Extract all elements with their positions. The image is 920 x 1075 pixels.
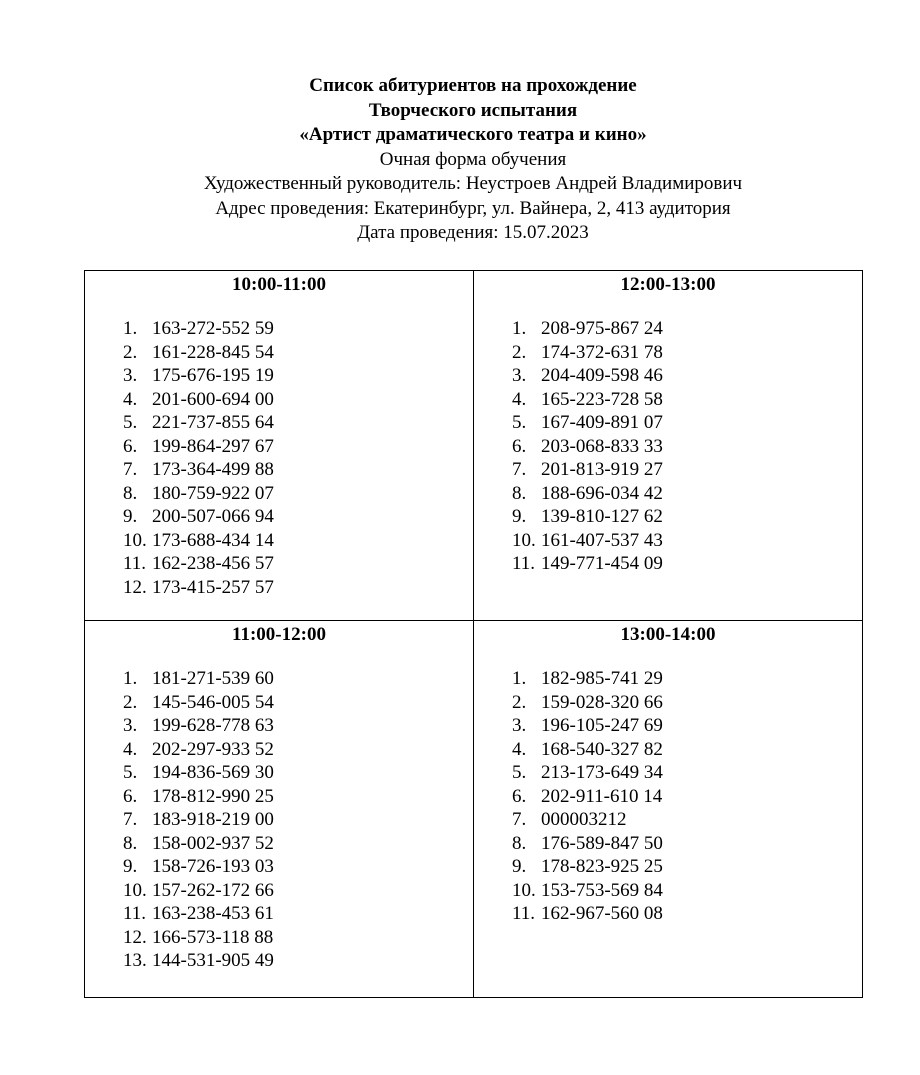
slot-time: 12:00-13:00 [620, 274, 716, 295]
applicant-id: 201-813-919 27 [541, 459, 663, 480]
applicant-id: 165-223-728 58 [541, 388, 663, 410]
applicant-list [123, 667, 274, 973]
item-number: 2. [123, 691, 138, 713]
list-item [512, 761, 663, 785]
item-number: 11. [123, 903, 147, 924]
list-item [123, 738, 274, 762]
applicant-id: 157-262-172 66 [152, 879, 274, 901]
list-item [123, 552, 274, 576]
art-director: Художественный руководитель: Неустроев Андрей Владимирович [203, 173, 743, 194]
item-number: 13. [123, 950, 147, 971]
applicant-id: 163-238-453 61 [152, 903, 274, 924]
item-number: 10. [123, 529, 147, 551]
slot-time: 13:00-14:00 [620, 624, 716, 645]
item-number: 2. [512, 691, 527, 713]
list-item [123, 785, 274, 809]
applicant-id: 203-068-833 33 [541, 435, 663, 457]
applicant-id: 178-823-925 25 [541, 856, 663, 877]
list-item [512, 667, 663, 691]
list-item [123, 505, 274, 529]
exam-date: Дата проведения: 15.07.2023 [357, 222, 589, 243]
applicant-id: 000003212 [541, 809, 627, 830]
applicant-id: 167-409-891 07 [541, 412, 663, 433]
item-number: 2. [123, 341, 138, 363]
study-form: Очная форма обучения [379, 148, 567, 170]
item-number: 5. [512, 762, 527, 783]
list-item [123, 576, 274, 600]
applicant-id: 145-546-005 54 [152, 691, 274, 713]
item-number: 7. [123, 809, 138, 830]
item-number: 5. [512, 412, 527, 433]
applicant-id: 158-002-937 52 [152, 832, 274, 854]
list-item [512, 505, 663, 529]
list-item [512, 317, 663, 341]
list-item [123, 879, 274, 903]
list-item [512, 341, 663, 365]
item-number: 2. [512, 341, 527, 363]
list-item [123, 667, 274, 691]
item-number: 10. [123, 879, 147, 901]
list-item [123, 317, 274, 341]
applicant-id: 199-864-297 67 [152, 435, 274, 457]
item-number: 5. [123, 762, 138, 783]
item-number: 8. [123, 832, 138, 854]
applicant-id: 159-028-320 66 [541, 691, 663, 713]
applicant-id: 178-812-990 25 [152, 785, 274, 807]
list-item [123, 482, 274, 506]
list-item [123, 926, 274, 950]
item-number: 8. [512, 832, 527, 854]
list-item [123, 714, 274, 738]
item-number: 6. [123, 435, 138, 457]
list-item [512, 482, 663, 506]
item-number: 11. [123, 553, 147, 574]
program-name: «Артист драматического театра и кино» [299, 124, 647, 145]
applicant-id: 213-173-649 34 [541, 762, 663, 783]
document-header [0, 74, 920, 246]
applicant-id: 201-600-694 00 [152, 388, 274, 410]
list-item [123, 691, 274, 715]
item-number: 6. [512, 785, 527, 807]
item-number: 10. [512, 879, 536, 901]
applicant-id: 166-573-118 88 [152, 926, 274, 948]
list-item [512, 458, 663, 482]
item-number: 3. [512, 715, 527, 736]
list-item [123, 458, 274, 482]
applicant-id: 161-407-537 43 [541, 529, 663, 551]
list-item [123, 949, 274, 973]
applicant-id: 161-228-845 54 [152, 341, 274, 363]
item-number: 12. [123, 576, 147, 598]
item-number: 9. [512, 856, 527, 877]
applicant-id: 173-415-257 57 [152, 576, 274, 598]
list-item [123, 435, 274, 459]
item-number: 9. [512, 506, 527, 527]
list-item [512, 552, 663, 576]
venue-address: Адрес проведения: Екатеринбург, ул. Вайнера, 2, 413 аудитория [215, 197, 731, 219]
list-item [123, 855, 274, 879]
item-number: 7. [123, 459, 138, 480]
document-title: Список абитуриентов на прохождение [309, 75, 637, 96]
item-number: 4. [512, 388, 527, 410]
item-number: 11. [512, 903, 536, 924]
list-item [512, 832, 663, 856]
item-number: 7. [512, 459, 527, 480]
list-item [512, 691, 663, 715]
applicant-id: 158-726-193 03 [152, 856, 274, 877]
item-number: 3. [123, 365, 138, 386]
exam-type: Творческого испытания [368, 99, 578, 121]
list-item [123, 761, 274, 785]
applicant-id: 202-911-610 14 [541, 785, 663, 807]
applicant-id: 221-737-855 64 [152, 412, 274, 433]
list-item [512, 435, 663, 459]
slot-time: 11:00-12:00 [232, 624, 326, 645]
applicant-id: 180-759-922 07 [152, 482, 274, 504]
applicant-id: 199-628-778 63 [152, 715, 274, 736]
item-number: 1. [512, 668, 527, 689]
list-item [512, 879, 663, 903]
list-item [123, 832, 274, 856]
item-number: 3. [512, 365, 527, 386]
applicant-id: 181-271-539 60 [152, 668, 274, 689]
list-item [123, 364, 274, 388]
list-item [512, 714, 663, 738]
applicant-id: 200-507-066 94 [152, 506, 274, 527]
list-item [512, 364, 663, 388]
applicant-id: 174-372-631 78 [541, 341, 663, 363]
list-item [512, 738, 663, 762]
list-item [512, 855, 663, 879]
applicant-id: 162-238-456 57 [152, 553, 274, 574]
list-item [123, 411, 274, 435]
applicant-id: 194-836-569 30 [152, 762, 274, 783]
applicant-id: 173-688-434 14 [152, 529, 274, 551]
slot-cell [85, 271, 474, 621]
item-number: 4. [512, 738, 527, 760]
list-item [123, 388, 274, 412]
applicant-id: 162-967-560 08 [541, 903, 663, 924]
item-number: 5. [123, 412, 138, 433]
item-number: 9. [123, 506, 138, 527]
applicant-list [512, 667, 663, 926]
list-item [123, 529, 274, 553]
item-number: 7. [512, 809, 527, 830]
list-item [512, 902, 663, 926]
applicant-list [123, 317, 274, 599]
item-number: 3. [123, 715, 138, 736]
applicant-id: 182-985-741 29 [541, 668, 663, 689]
list-item [512, 785, 663, 809]
list-item [123, 902, 274, 926]
applicant-id: 149-771-454 09 [541, 553, 663, 574]
applicant-id: 144-531-905 49 [152, 950, 274, 971]
applicant-id: 202-297-933 52 [152, 738, 274, 760]
list-item [123, 808, 274, 832]
item-number: 6. [512, 435, 527, 457]
applicant-id: 139-810-127 62 [541, 506, 663, 527]
item-number: 10. [512, 529, 536, 551]
slot-cell [474, 621, 863, 998]
item-number: 4. [123, 388, 138, 410]
list-item [512, 388, 663, 412]
item-number: 8. [512, 482, 527, 504]
item-number: 8. [123, 482, 138, 504]
applicant-id: 163-272-552 59 [152, 318, 274, 339]
applicant-id: 168-540-327 82 [541, 738, 663, 760]
list-item [512, 411, 663, 435]
item-number: 12. [123, 926, 147, 948]
applicant-list [512, 317, 663, 576]
applicant-id: 208-975-867 24 [541, 318, 663, 339]
applicant-id: 175-676-195 19 [152, 365, 274, 386]
item-number: 9. [123, 856, 138, 877]
item-number: 1. [123, 318, 138, 339]
item-number: 1. [512, 318, 527, 339]
list-item [123, 341, 274, 365]
list-item [512, 808, 663, 832]
item-number: 6. [123, 785, 138, 807]
schedule-table [84, 270, 863, 998]
list-item [512, 529, 663, 553]
slot-cell [85, 621, 474, 998]
applicant-id: 188-696-034 42 [541, 482, 663, 504]
item-number: 11. [512, 553, 536, 574]
applicant-id: 183-918-219 00 [152, 809, 274, 830]
applicant-id: 173-364-499 88 [152, 459, 274, 480]
item-number: 4. [123, 738, 138, 760]
applicant-id: 204-409-598 46 [541, 365, 663, 386]
applicant-id: 153-753-569 84 [541, 879, 663, 901]
applicant-id: 176-589-847 50 [541, 832, 663, 854]
slot-cell [474, 271, 863, 621]
slot-time: 10:00-11:00 [232, 274, 326, 295]
item-number: 1. [123, 668, 138, 689]
applicant-id: 196-105-247 69 [541, 715, 663, 736]
